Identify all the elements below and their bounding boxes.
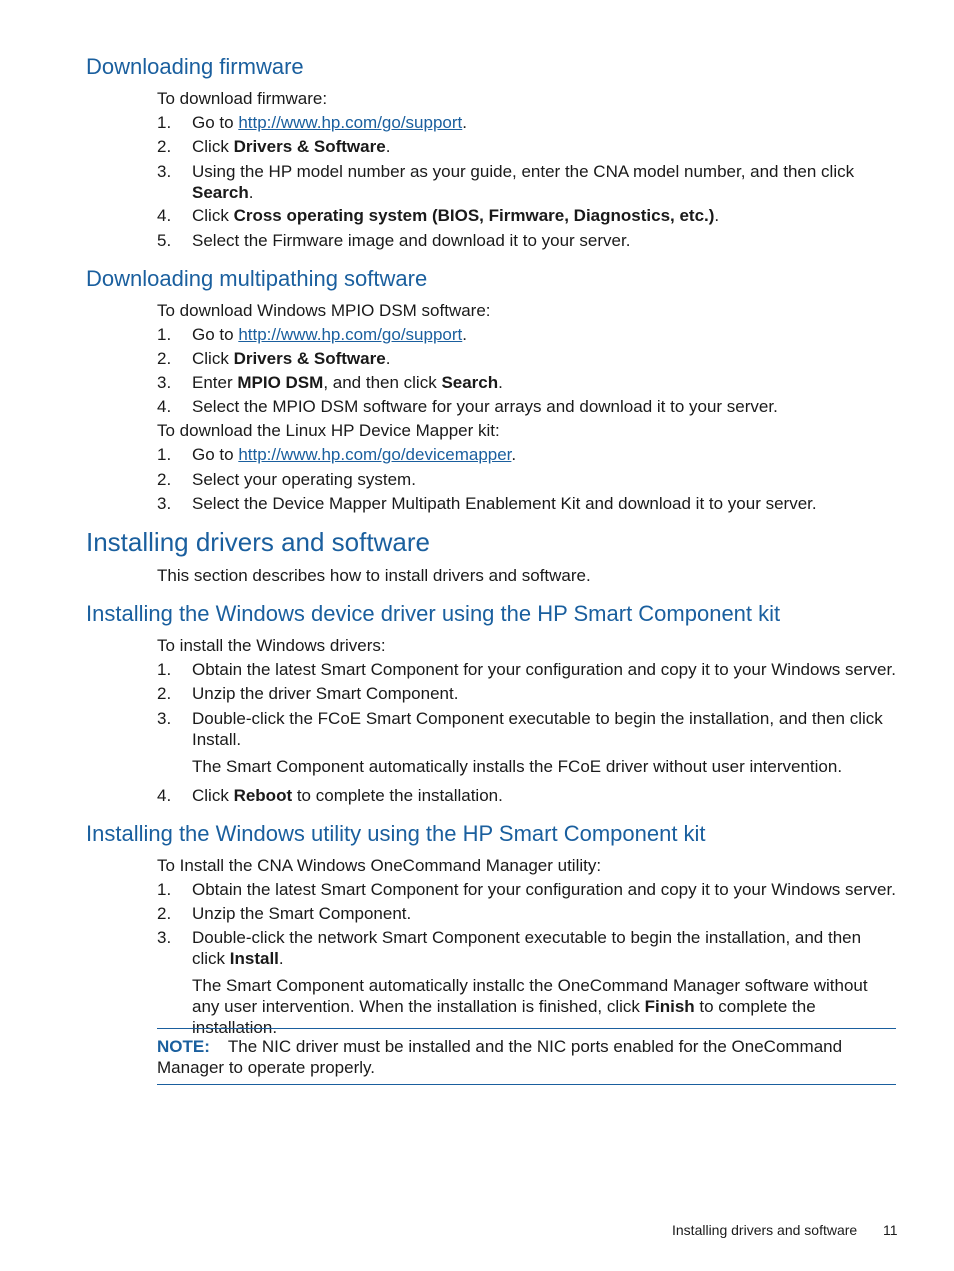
paragraph: To download the Linux HP Device Mapper kit: — [157, 421, 500, 440]
list-number: 1. — [157, 660, 172, 679]
step-text: The Smart Component automatically installc the OneCommand Manager software without any user intervention. When the installation is finished, click — [192, 976, 868, 1016]
bold-term: Install — [229, 949, 279, 968]
step-text: Click — [192, 137, 234, 156]
step-text: Obtain the latest Smart Component for your configuration and copy it to your Windows server. — [192, 660, 896, 679]
list-number: 1. — [157, 445, 172, 464]
step-text: . — [462, 113, 467, 132]
step-text: Unzip the driver Smart Component. — [192, 684, 459, 703]
heading-installing-drivers: Installing drivers and software — [86, 527, 430, 557]
list-number: 2. — [157, 349, 172, 368]
list-number: 2. — [157, 904, 172, 923]
step-text: Double-click the FCoE Smart Component executable to begin the installation, and then click Install. — [192, 709, 883, 749]
support-link[interactable]: http://www.hp.com/go/support — [238, 325, 463, 344]
step-text: . — [385, 349, 391, 368]
devicemapper-link[interactable]: http://www.hp.com/go/devicemapper — [238, 445, 512, 464]
paragraph: This section describes how to install drivers and software. — [157, 566, 591, 585]
heading-downloading-firmware: Downloading firmware — [86, 54, 304, 79]
list-number: 1. — [157, 880, 172, 899]
heading-downloading-multipathing: Downloading multipathing software — [86, 266, 428, 291]
list-number: 2. — [157, 137, 172, 156]
list-item — [157, 324, 897, 345]
step-text: , and then click — [323, 373, 442, 392]
paragraph: To Install the CNA Windows OneCommand Manager utility: — [157, 856, 602, 875]
list-item — [157, 903, 897, 924]
list-item — [157, 396, 897, 417]
list-number: 3. — [157, 494, 172, 513]
step-text: Unzip the Smart Component. — [192, 904, 412, 923]
step-text: Enter — [192, 373, 238, 392]
list-number: 1. — [157, 113, 172, 132]
list-item — [157, 348, 897, 369]
step-text: Click — [192, 786, 234, 805]
bold-term: MPIO DSM — [237, 373, 324, 392]
paragraph: To download firmware: — [157, 89, 328, 108]
paragraph: To install the Windows drivers: — [157, 636, 386, 655]
paragraph: To download Windows MPIO DSM software: — [157, 301, 491, 320]
step-text: Obtain the latest Smart Component for your configuration and copy it to your Windows server. — [192, 880, 896, 899]
bold-term: Drivers & Software — [233, 349, 386, 368]
bold-term: Search — [192, 183, 249, 202]
step-text: to complete the installation. — [192, 997, 816, 1037]
list-item — [157, 879, 897, 900]
step-text: . — [385, 137, 391, 156]
step-text: Select your operating system. — [192, 470, 416, 489]
bold-term: Reboot — [233, 786, 293, 805]
step-text: . — [462, 325, 467, 344]
list-number: 3. — [157, 162, 172, 181]
step-text: Go to — [192, 445, 239, 464]
step-text: Select the Firmware image and download it to your server. — [192, 231, 631, 250]
list-number: 1. — [157, 325, 172, 344]
step-text: Go to — [192, 113, 239, 132]
list-number: 4. — [157, 397, 172, 416]
list-item — [157, 444, 897, 465]
bold-term: Search — [441, 373, 499, 392]
list-item — [157, 927, 897, 969]
list-item — [157, 372, 897, 393]
footer-section-title: Installing drivers and software — [672, 1222, 858, 1238]
note-label: NOTE: — [157, 1037, 210, 1056]
heading-windows-utility: Installing the Windows utility using the HP Smart Component kit — [86, 821, 706, 846]
step-text: . — [714, 206, 720, 225]
list-item — [157, 112, 897, 133]
list-number: 3. — [157, 373, 172, 392]
step-text: . — [248, 183, 254, 202]
bold-term: Cross operating system (BIOS, Firmware, Diagnostics, etc.) — [233, 206, 715, 225]
heading-windows-device-driver: Installing the Windows device driver using the HP Smart Component kit — [86, 601, 781, 626]
bold-term: Finish — [644, 997, 695, 1016]
list-number: 2. — [157, 470, 172, 489]
step-text: Select the MPIO DSM software for your arrays and download it to your server. — [192, 397, 778, 416]
list-item — [157, 161, 897, 203]
list-number: 2. — [157, 684, 172, 703]
list-item — [157, 785, 897, 806]
step-text: to complete the installation. — [292, 786, 503, 805]
support-link[interactable]: http://www.hp.com/go/support — [238, 113, 463, 132]
list-item — [157, 469, 897, 490]
list-item — [157, 136, 897, 157]
note-box — [157, 1028, 896, 1085]
list-number: 4. — [157, 206, 172, 225]
step-text: Double-click the network Smart Component executable to begin the installation, and then click — [192, 928, 862, 968]
list-item — [157, 659, 897, 680]
page-number: 11 — [883, 1222, 898, 1238]
list-number: 3. — [157, 709, 172, 728]
list-number: 4. — [157, 786, 172, 805]
step-text: Go to — [192, 325, 239, 344]
step-continuation: The Smart Component automatically installs the FCoE driver without user intervention. — [192, 757, 843, 776]
list-number: 5. — [157, 231, 172, 250]
list-item — [157, 205, 897, 226]
step-text: Using the HP model number as your guide, enter the CNA model number, and then click — [192, 162, 855, 181]
step-text: Select the Device Mapper Multipath Enablement Kit and download it to your server. — [192, 494, 817, 513]
list-item — [157, 230, 897, 251]
step-text: . — [511, 445, 517, 464]
step-text: Click — [192, 349, 234, 368]
step-text: . — [498, 373, 503, 392]
list-item — [157, 683, 897, 704]
list-number: 3. — [157, 928, 172, 947]
step-text: Click — [192, 206, 234, 225]
list-item — [157, 708, 897, 750]
step-text: . — [278, 949, 284, 968]
note-text: The NIC driver must be installed and the NIC ports enabled for the OneCommand Manager to operate properly. — [157, 1037, 843, 1077]
list-item — [157, 493, 897, 514]
bold-term: Drivers & Software — [233, 137, 386, 156]
